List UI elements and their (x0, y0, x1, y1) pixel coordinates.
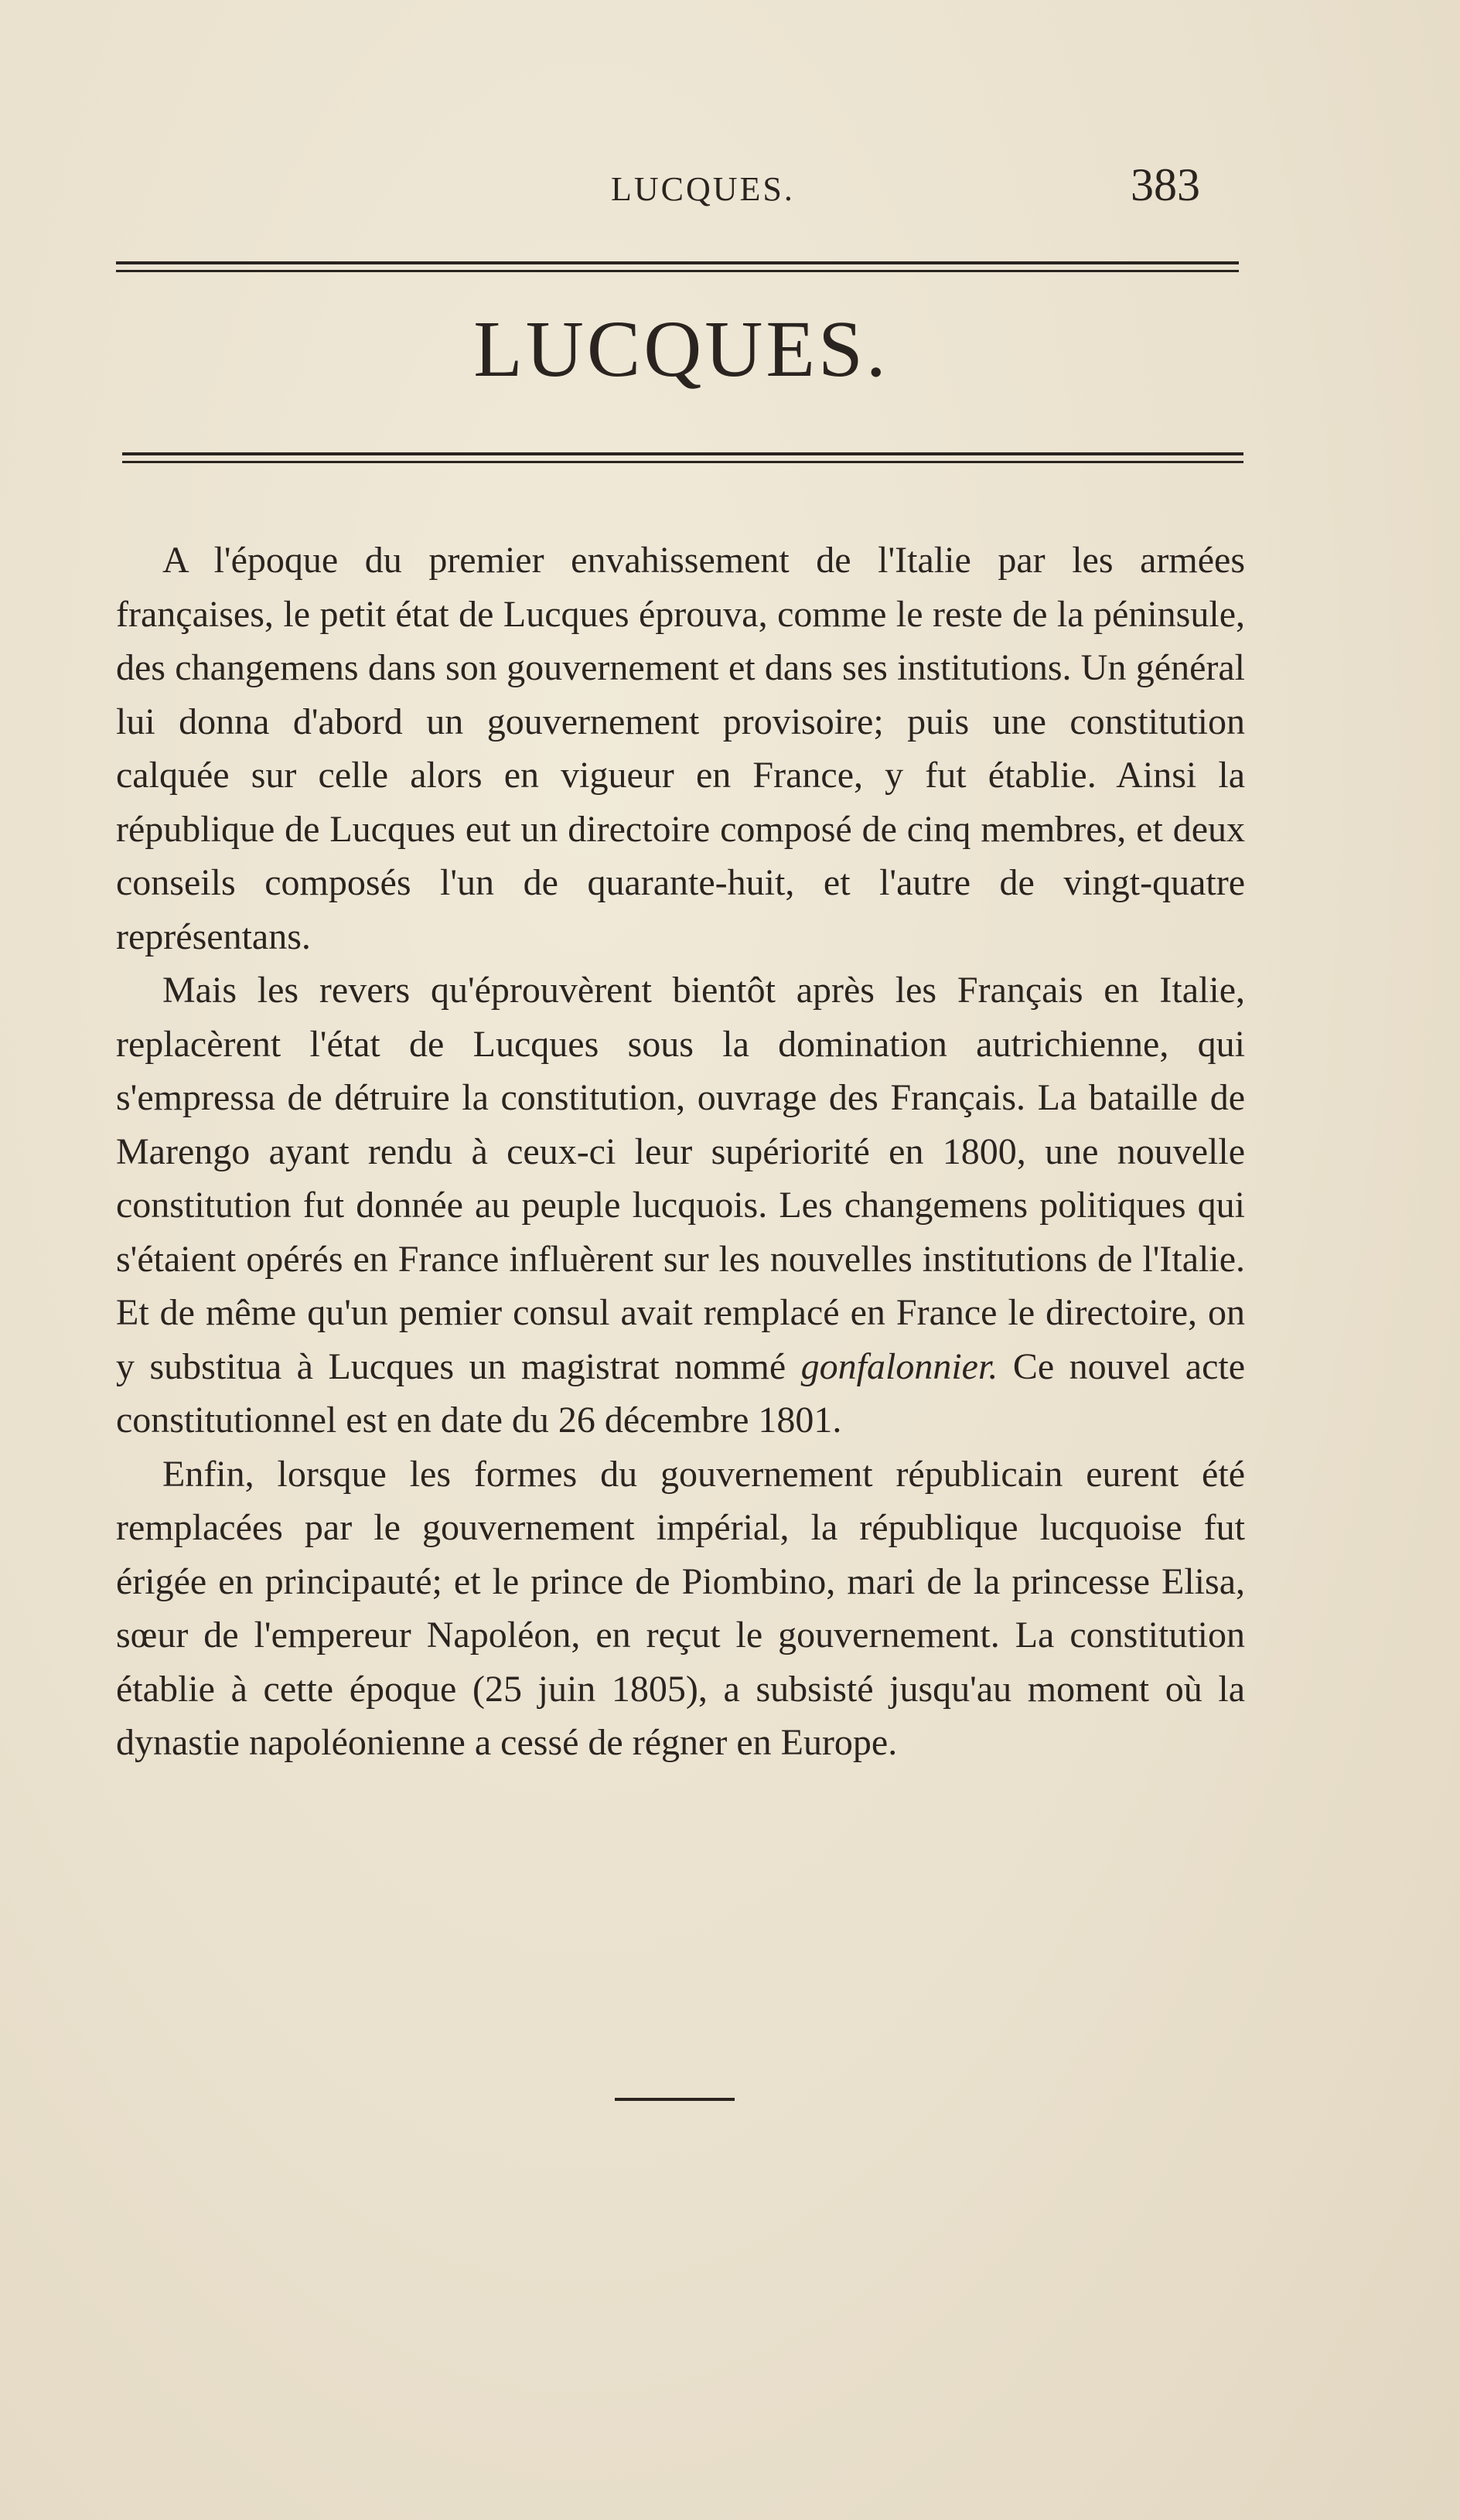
body-text (116, 534, 1245, 1770)
header-double-rule (116, 261, 1239, 272)
title-double-rule (122, 452, 1243, 463)
chapter-title: LUCQUES. (473, 305, 889, 394)
end-ornament-rule (615, 2098, 735, 2101)
paragraph-2 (116, 963, 1245, 1448)
page-number: 383 (1131, 159, 1200, 210)
paragraph-1: A l'époque du premier envahissement de l'Italie par les armées françaises, le petit état de Lucques éprouva, comme le reste de la péninsule, des changemens dans son gouvernement et dans ses institutions. Un général lui donna d'abord un gouvernement provisoire; puis une constitution calquée sur celle alors en vigueur en France, y fut établie. Ainsi la république de Lucques eut un directoire composé de cinq membres, et deux conseils composés l'un de quarante-huit, et l'autre de vingt-quatre représentans. (116, 540, 1245, 957)
running-title: LUCQUES. (611, 170, 795, 208)
paragraph-2-before: Mais les revers qu'éprouvèrent bientôt après les Français en Italie, replacèrent l'état de Lucques sous la domination autrichienne, qui s'empressa de détruire la constitution, ouvrage des Français. La bataille de Marengo ayant rendu à ceux-ci leur supériorité en 1800, une nouvelle constitution fut donnée au peuple lucquois. Les changemens politiques qui s'étaient opérés en France influèrent sur les nouvelles institutions de l'Italie. Et de même qu'un pemier consul avait remplacé en France le directoire, on y substitua à Lucques un magistrat nommé (116, 970, 1245, 1387)
paragraph-2-after: Ce nouvel acte constitutionnel est en date du 26 décembre 1801. (116, 1345, 1246, 1441)
paragraph-2-italic-term: gonfalonnier. (800, 1345, 998, 1387)
paragraph-3: Enfin, lorsque les formes du gouvernement républicain eurent été remplacées par le gouvernement impérial, la république lucquoise fut érigée en principauté; et le prince de Piombino, mari de la princesse Elisa, sœur de l'empereur Napoléon, en reçut le gouvernement. La constitution établie à cette époque (25 juin 1805), a subsisté jusqu'au moment où la dynastie napoléonienne a cessé de régner en Europe. (116, 1453, 1245, 1763)
running-head (116, 159, 1247, 220)
book-page (116, 0, 1247, 2520)
